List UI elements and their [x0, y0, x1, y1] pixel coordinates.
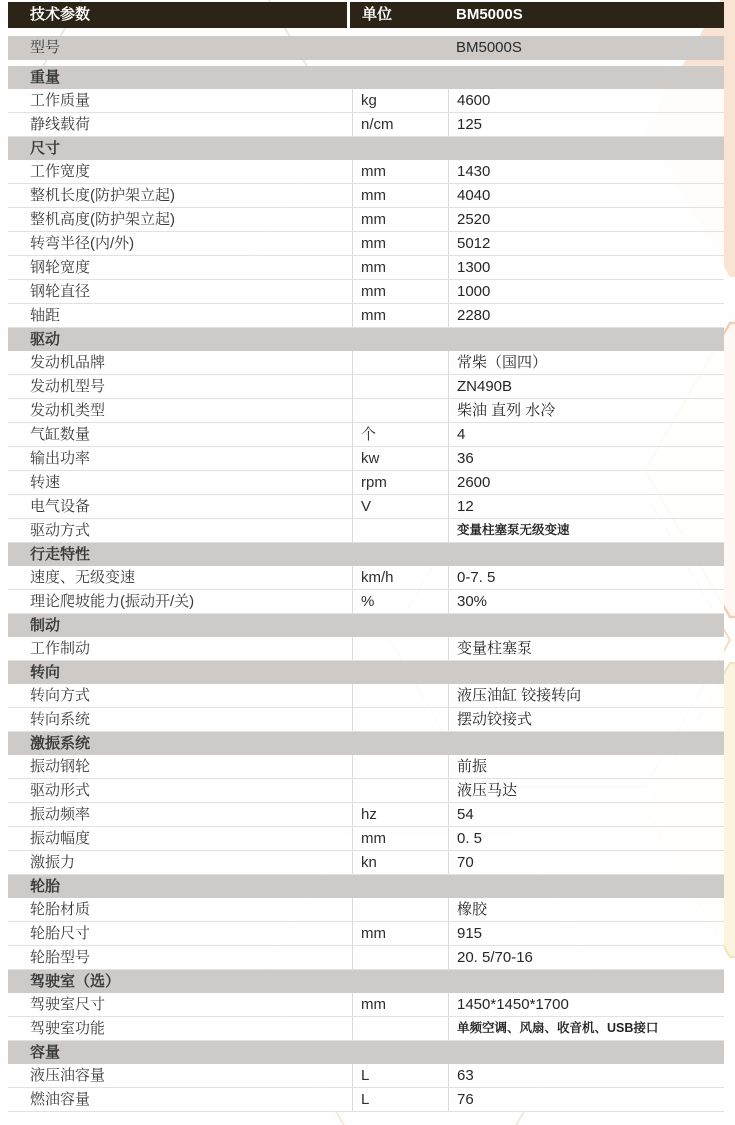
param-name: 工作宽度: [30, 163, 91, 180]
param-value: 63: [448, 1064, 724, 1087]
param-value: 125: [448, 113, 724, 136]
param-name: 轮胎型号: [30, 949, 91, 966]
section-header: 制动: [8, 614, 724, 637]
model-value: BM5000S: [456, 39, 522, 56]
spec-table: [8, 2, 724, 1112]
param-name: 振动钢轮: [30, 758, 91, 775]
spec-row: [8, 423, 724, 447]
spec-row: [8, 304, 724, 328]
param-unit: [352, 1017, 448, 1040]
param-name: 电气设备: [30, 498, 91, 515]
spec-row: [8, 1017, 724, 1041]
param-unit: [352, 708, 448, 731]
param-name: 驾驶室功能: [30, 1020, 106, 1037]
spec-row: [8, 232, 724, 256]
param-value: 1000: [448, 280, 724, 303]
param-value: 1450*1450*1700: [448, 993, 724, 1016]
param-name: 发动机品牌: [30, 354, 106, 371]
spec-row: [8, 375, 724, 399]
section-header: 驱动: [8, 328, 724, 351]
param-unit: 个: [352, 423, 448, 446]
param-value: 30%: [448, 590, 724, 613]
param-unit: mm: [352, 993, 448, 1016]
spec-row: [8, 1088, 724, 1112]
param-value: 4600: [448, 89, 724, 112]
spec-row: [8, 447, 724, 471]
param-value: 5012: [448, 232, 724, 255]
param-value: 20. 5/70-16: [448, 946, 724, 969]
param-name: 工作质量: [30, 92, 91, 109]
spec-row: [8, 519, 724, 543]
spec-row: [8, 708, 724, 732]
spec-row: [8, 898, 724, 922]
spec-row: [8, 946, 724, 970]
param-name: 轴距: [30, 307, 61, 324]
param-unit: mm: [352, 208, 448, 231]
param-unit: n/cm: [352, 113, 448, 136]
param-name: 钢轮直径: [30, 283, 91, 300]
param-name: 轮胎尺寸: [30, 925, 91, 942]
table-header-model: BM5000S: [456, 6, 523, 23]
param-unit: L: [352, 1064, 448, 1087]
param-name: 驱动方式: [30, 522, 91, 539]
param-name: 转弯半径(内/外): [30, 235, 135, 252]
spec-row: [8, 590, 724, 614]
table-header-title: 技术参数: [8, 2, 350, 28]
param-unit: mm: [352, 232, 448, 255]
param-name: 发动机类型: [30, 402, 106, 419]
param-unit: mm: [352, 304, 448, 327]
param-unit: kw: [352, 447, 448, 470]
section-header: 激振系统: [8, 732, 724, 755]
param-unit: [352, 946, 448, 969]
section-header: 转向: [8, 661, 724, 684]
section-header: 轮胎: [8, 875, 724, 898]
param-name: 振动频率: [30, 806, 91, 823]
param-name: 理论爬坡能力(振动开/关): [30, 593, 195, 610]
spec-row: [8, 993, 724, 1017]
section-header: 驾驶室（选）: [8, 970, 724, 993]
param-unit: [352, 351, 448, 374]
param-name: 燃油容量: [30, 1091, 91, 1108]
section-header: 尺寸: [8, 137, 724, 160]
param-value: ZN490B: [448, 375, 724, 398]
spec-row: [8, 208, 724, 232]
spec-row: [8, 399, 724, 423]
spec-row: [8, 566, 724, 590]
section-header: 重量: [8, 66, 724, 89]
param-value: 1300: [448, 256, 724, 279]
param-unit: [352, 637, 448, 660]
spec-row: [8, 779, 724, 803]
param-value: 0. 5: [448, 827, 724, 850]
param-name: 转向系统: [30, 711, 91, 728]
param-unit: [352, 375, 448, 398]
param-value: 柴油 直列 水冷: [448, 399, 724, 422]
param-name: 振动幅度: [30, 830, 91, 847]
param-value: 单频空调、风扇、收音机、USB接口: [448, 1017, 724, 1040]
spec-row: [8, 803, 724, 827]
param-name: 驾驶室尺寸: [30, 996, 106, 1013]
param-name: 静线载荷: [30, 116, 91, 133]
spec-row: [8, 280, 724, 304]
sections: [8, 66, 724, 1112]
param-unit: mm: [352, 827, 448, 850]
spec-row: [8, 755, 724, 779]
param-name: 驱动形式: [30, 782, 91, 799]
param-unit: [352, 779, 448, 802]
param-value: 变量柱塞泵无级变速: [448, 519, 724, 542]
param-value: 前振: [448, 755, 724, 778]
param-name: 轮胎材质: [30, 901, 91, 918]
spec-row: [8, 160, 724, 184]
param-name: 液压油容量: [30, 1067, 106, 1084]
table-header-row: [8, 2, 724, 28]
param-unit: rpm: [352, 471, 448, 494]
param-unit: mm: [352, 280, 448, 303]
section-header: 容量: [8, 1041, 724, 1064]
param-unit: mm: [352, 922, 448, 945]
param-value: 76: [448, 1088, 724, 1111]
spec-row: [8, 922, 724, 946]
param-unit: [352, 755, 448, 778]
param-value: 2520: [448, 208, 724, 231]
param-unit: hz: [352, 803, 448, 826]
param-unit: mm: [352, 256, 448, 279]
param-name: 发动机型号: [30, 378, 106, 395]
spec-row: [8, 351, 724, 375]
param-value: 摆动铰接式: [448, 708, 724, 731]
param-value: 2280: [448, 304, 724, 327]
table-header-unit-label: 单位: [362, 6, 393, 23]
section-header: 行走特性: [8, 543, 724, 566]
param-unit: kn: [352, 851, 448, 874]
param-name: 转向方式: [30, 687, 91, 704]
param-unit: [352, 684, 448, 707]
param-unit: km/h: [352, 566, 448, 589]
param-value: 915: [448, 922, 724, 945]
param-value: 54: [448, 803, 724, 826]
param-name: 转速: [30, 474, 61, 491]
spec-row: [8, 471, 724, 495]
param-unit: L: [352, 1088, 448, 1111]
param-name: 气缸数量: [30, 426, 91, 443]
spec-row: [8, 637, 724, 661]
spec-row: [8, 827, 724, 851]
param-value: 0-7. 5: [448, 566, 724, 589]
param-name: 速度、无级变速: [30, 569, 136, 586]
param-value: 橡胶: [448, 898, 724, 921]
spec-row: [8, 1064, 724, 1088]
spec-row: [8, 184, 724, 208]
param-value: 1430: [448, 160, 724, 183]
param-value: 常柴（国四）: [448, 351, 724, 374]
param-value: 2600: [448, 471, 724, 494]
param-name: 激振力: [30, 854, 76, 871]
param-value: 4: [448, 423, 724, 446]
param-value: 变量柱塞泵: [448, 637, 724, 660]
param-unit: %: [352, 590, 448, 613]
spec-row: [8, 256, 724, 280]
param-name: 工作制动: [30, 640, 91, 657]
model-unit-cell: [352, 36, 448, 60]
param-unit: kg: [352, 89, 448, 112]
param-value: 12: [448, 495, 724, 518]
param-name: 整机高度(防护架立起): [30, 211, 175, 228]
param-name: 整机长度(防护架立起): [30, 187, 175, 204]
param-unit: mm: [352, 184, 448, 207]
spec-row: [8, 89, 724, 113]
param-name: 输出功率: [30, 450, 91, 467]
param-value: 液压马达: [448, 779, 724, 802]
param-name: 钢轮宽度: [30, 259, 91, 276]
model-row: [8, 36, 724, 60]
spec-row: [8, 113, 724, 137]
model-label: 型号: [30, 39, 61, 56]
spec-row: [8, 684, 724, 708]
param-unit: mm: [352, 160, 448, 183]
param-value: 70: [448, 851, 724, 874]
param-unit: [352, 399, 448, 422]
spec-row: [8, 851, 724, 875]
param-unit: [352, 898, 448, 921]
param-unit: V: [352, 495, 448, 518]
param-value: 36: [448, 447, 724, 470]
param-value: 4040: [448, 184, 724, 207]
param-value: 液压油缸 铰接转向: [448, 684, 724, 707]
param-unit: [352, 519, 448, 542]
spec-row: [8, 495, 724, 519]
